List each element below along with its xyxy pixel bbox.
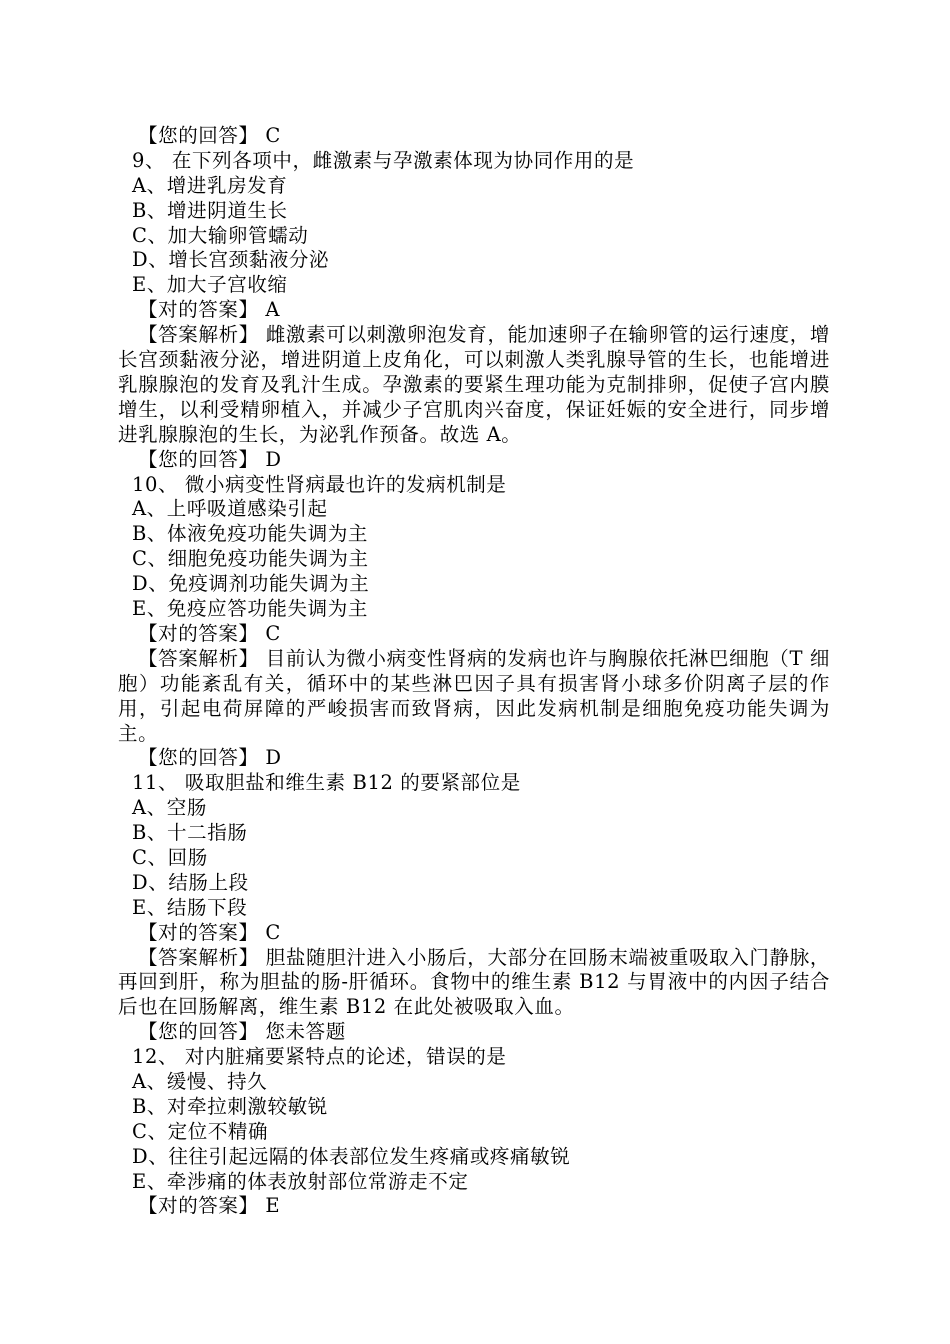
option-9-b: B、增进阴道生长 [132, 198, 288, 222]
option-10-a: A、上呼吸道感染引起 [132, 497, 328, 521]
explanation-9: 【答案解析】 雌激素可以刺激卵泡发育，能加速卵子在输卵管的运行速度，增长宫颈黏液分泌，增进阴道上皮角化，可以刺激人类乳腺导管的生长，也能增进乳腺腺泡的发育及乳汁生成。孕激素的要紧生理功能为克制排卵，促使子宫内膜增生，以利受精卵植入，并减少子宫肌肉兴奋度，保证妊娠的安全进行，同步增进乳腺腺泡的生长，为泌乳作预备。故选 A。 [118, 323, 830, 446]
option-10-b: B、体液免疫功能失调为主 [132, 522, 369, 546]
question-9: 9、 在下列各项中，雌激素与孕激素体现为协同作用的是 [132, 148, 635, 172]
document-page [118, 124, 830, 1219]
option-11-b: B、十二指肠 [132, 821, 248, 845]
option-10-d: D、免疫调剂功能失调为主 [132, 572, 370, 596]
option-11-c: C、回肠 [132, 845, 208, 869]
option-9-d: D、增长宫颈黏液分泌 [132, 248, 330, 272]
your-answer-11: 【您的回答】 您未答题 [138, 1020, 346, 1044]
option-12-e: E、牵涉痛的体表放射部位常游走不定 [132, 1169, 469, 1193]
option-11-a: A、空肠 [132, 796, 207, 820]
option-9-a: A、增进乳房发育 [132, 173, 288, 197]
your-answer-8: 【您的回答】 C [138, 124, 281, 147]
correct-answer-12: 【对的答案】 E [138, 1194, 281, 1218]
option-11-d: D、结肠上段 [132, 870, 249, 894]
your-answer-9: 【您的回答】 D [138, 447, 282, 471]
option-12-c: C、定位不精确 [132, 1119, 269, 1143]
correct-answer-11: 【对的答案】 C [138, 920, 281, 944]
question-10: 10、 微小病变性肾病最也许的发病机制是 [132, 472, 507, 496]
option-12-b: B、对牵拉刺激较敏锐 [132, 1094, 328, 1118]
correct-answer-9: 【对的答案】 A [138, 298, 281, 322]
option-12-a: A、缓慢、持久 [132, 1070, 268, 1094]
option-10-e: E、免疫应答功能失调为主 [132, 597, 368, 620]
option-11-e: E、结肠下段 [132, 895, 248, 919]
option-9-e: E、加大子宫收缩 [132, 273, 288, 297]
your-answer-10: 【您的回答】 D [138, 746, 282, 770]
question-11: 11、 吸取胆盐和维生素 B12 的要紧部位是 [132, 771, 521, 795]
explanation-10: 【答案解析】 目前认为微小病变性肾病的发病也许与胸腺依托淋巴细胞（T 细胞）功能紊乱有关，循环中的某些淋巴因子具有损害肾小球多价阴离子层的作用，引起电荷屏障的严峻损害而致肾病，因此发病机制是细胞免疫功能失调为主。 [118, 646, 830, 745]
option-12-d: D、往往引起远隔的体表部位发生疼痛或疼痛敏锐 [132, 1144, 571, 1168]
explanation-11: 【答案解析】 胆盐随胆汁进入小肠后，大部分在回肠末端被重吸取入门静脉，再回到肝，称为胆盐的肠-肝循环。食物中的维生素 B12 与胃液中的内因子结合后也在回肠解离，维生素 B12 在此处被吸取入血。 [118, 945, 830, 1019]
correct-answer-10: 【对的答案】 C [138, 621, 281, 645]
question-12: 12、 对内脏痛要紧特点的论述，错误的是 [132, 1045, 507, 1069]
option-9-c: C、加大输卵管蠕动 [132, 223, 309, 247]
option-10-c: C、细胞免疫功能失调为主 [132, 547, 369, 571]
